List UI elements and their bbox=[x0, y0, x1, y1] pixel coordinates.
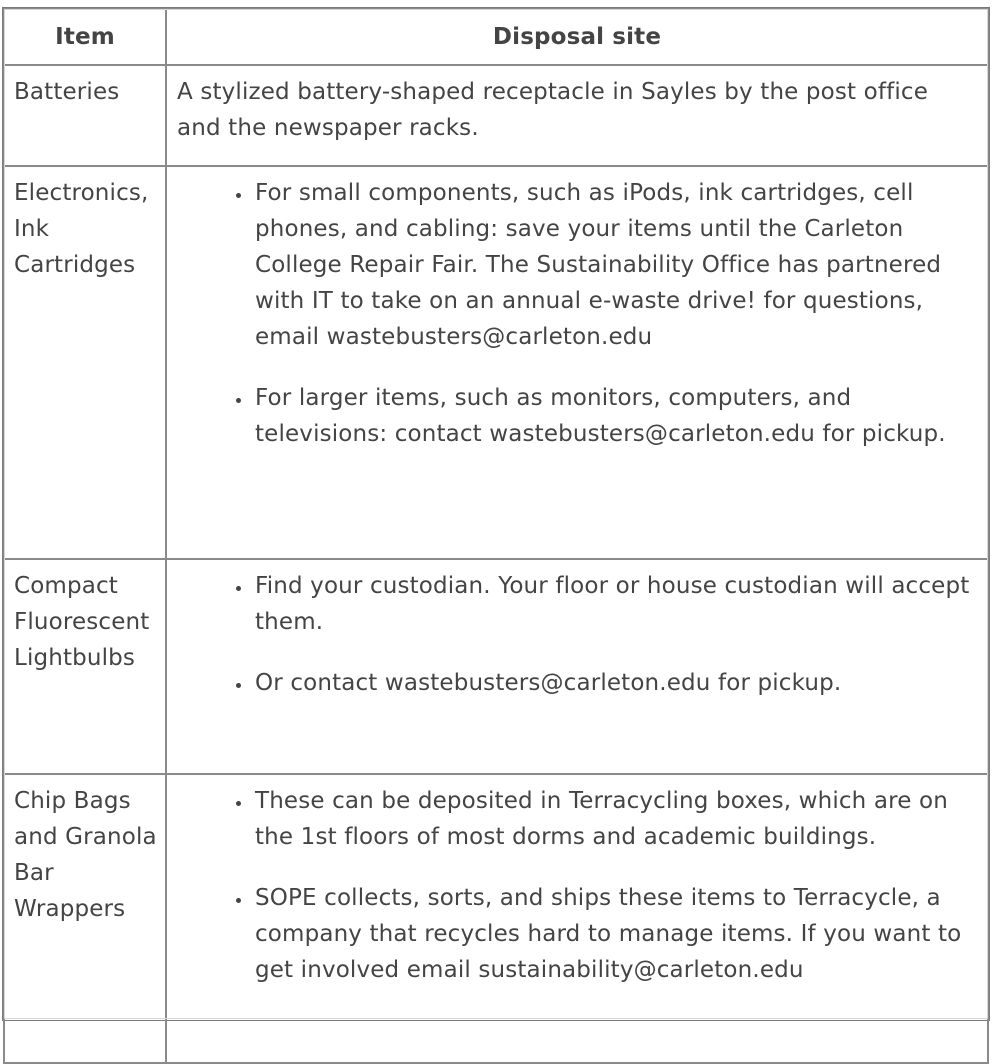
list-item: • Find your custodian. Your floor or house custodian will accept them. bbox=[253, 568, 977, 640]
table-header-row bbox=[4, 9, 988, 65]
site-cell-batteries: A stylized battery-shaped receptacle in Sayles by the post office and the newspaper racks. bbox=[166, 65, 988, 166]
item-cell-chip-bags: Chip Bags and Granola Bar Wrappers bbox=[4, 774, 166, 1063]
site-cell-chip-bags bbox=[166, 774, 988, 1063]
table-row bbox=[4, 166, 988, 559]
disposal-table bbox=[3, 8, 989, 1064]
item-cell-electronics: Electronics, Ink Cartridges bbox=[4, 166, 166, 559]
bullet-list bbox=[177, 568, 977, 701]
table-row bbox=[4, 65, 988, 166]
table-row bbox=[4, 774, 988, 1063]
disposal-table-container bbox=[2, 7, 990, 1021]
item-cell-batteries: Batteries bbox=[4, 65, 166, 166]
list-item: • SOPE collects, sorts, and ships these items to Terracycle, a company that recycles hard to manage items. If you want to get involved email sustainability@carleton.edu bbox=[253, 880, 977, 988]
table-row bbox=[4, 559, 988, 774]
list-item: • For larger items, such as monitors, computers, and televisions: contact wastebusters@carleton.edu for pickup. bbox=[253, 380, 977, 452]
list-item: • These can be deposited in Terracycling boxes, which are on the 1st floors of most dorms and academic buildings. bbox=[253, 783, 977, 855]
item-cell-lightbulbs: Compact Fluorescent Lightbulbs bbox=[4, 559, 166, 774]
bullet-list bbox=[177, 783, 977, 988]
list-item: • Or contact wastebusters@carleton.edu for pickup. bbox=[253, 665, 977, 701]
header-disposal-site: Disposal site bbox=[166, 9, 988, 65]
list-item: • For small components, such as iPods, ink cartridges, cell phones, and cabling: save your items until the Carleton College Repair Fair. The Sustainability Office has partnered with IT to take on an annual e-waste drive! for questions, email wastebusters@carleton.edu bbox=[253, 175, 977, 355]
bullet-list bbox=[177, 175, 977, 452]
site-cell-lightbulbs bbox=[166, 559, 988, 774]
header-item: Item bbox=[4, 9, 166, 65]
site-cell-electronics bbox=[166, 166, 988, 559]
